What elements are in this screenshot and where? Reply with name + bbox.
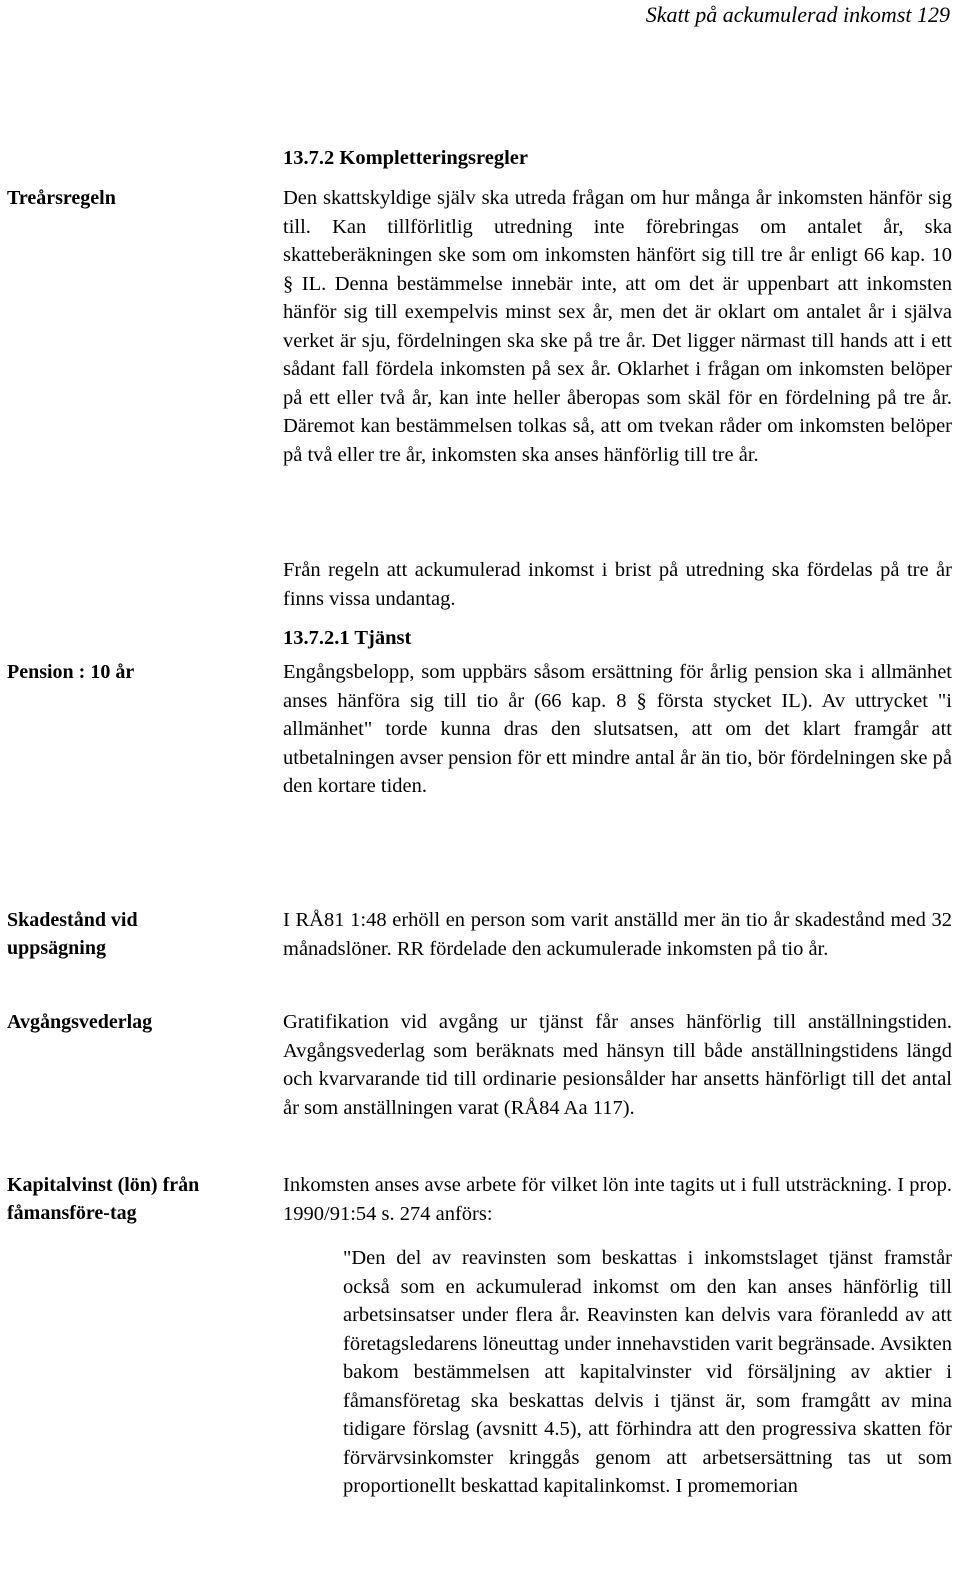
margin-note-kapitalvinst: Kapitalvinst (lön) från fåmansföre-tag	[7, 1174, 200, 1224]
running-header: Skatt på ackumulerad inkomst 129	[645, 2, 950, 27]
paragraph-undantag: Från regeln att ackumulerad inkomst i brist på utredning ska fördelas på tre år finns vissa undantag.	[283, 559, 952, 610]
margin-note-pension: Pension : 10 år	[7, 661, 135, 683]
margin-note-trearsregeln: Treårsregeln	[7, 187, 116, 209]
paragraph-kompletteringsregler: Den skattskyldige själv ska utreda frågan om hur många år inkomsten hänför sig till. Kan tillförlitlig utredning inte förebringas om antalet år, ska skatteberäkningen ske som om inkomsten hänfört sig till tre år enligt 66 kap. 10 § IL. Denna bestämmelse innebär inte, att om det är uppenbart att inkomsten hänför sig till exempelvis minst sex år, men det är oklart om antalet år i själva verket är sju, fördelningen ska ske på tre år. Det ligger närmast till hands att i ett sådant fall fördela inkomsten på sex år. Oklarhet i frågan om inkomsten belöper på ett eller två år, kan inte heller åberopas som skäl för en fördelning på tre år. Däremot kan bestämmelsen tolkas så, att om tvekan råder om inkomsten belöper på två eller tre år, inkomsten ska anses hänförlig till tre år.	[283, 187, 952, 466]
paragraph-kapitalvinst: Inkomsten anses avse arbete för vilket lön inte tagits ut i full utsträckning. I prop. 1990/91:54 s. 274 anförs:	[283, 1174, 952, 1225]
quote-proposition: "Den del av reavinsten som beskattas i inkomstslaget tjänst framstår också som en ackumulerad inkomst om den kan anses hänförlig till arbetsinsatser under flera år. Reavinsten kan delvis vara föranledd av att företagsledarens löneuttag under innehavstiden varit begränsade. Avsikten bakom bestämmelsen att kapitalvinster vid försäljning av aktier i fåmansföretag ska beskattas delvis i tjänst är, som framgått av mina tidigare förslag (avsnitt 4.5), att förhindra att den progressiva skatten för förvärvsinkomster kringgås genom att arbetsersättning tas ut som proportionellt beskattad kapitalinkomst. I promemorian	[343, 1247, 952, 1497]
subsection-heading: 13.7.2.1 Tjänst	[283, 627, 412, 649]
margin-note-skadestand: Skadestånd vid uppsägning	[7, 909, 138, 959]
paragraph-avgangsvederlag: Gratifikation vid avgång ur tjänst får anses hänförlig till anställningstiden. Avgångsvederlag som beräknats med hänsyn till både anställningstidens längd och kvarvarande tid till ordinarie pesionsålder har ansetts hänförligt till det antal år som anställningen varat (RÅ84 Aa 117).	[283, 1011, 952, 1119]
section-heading: 13.7.2 Kompletteringsregler	[283, 147, 528, 169]
margin-note-avgangsvederlag: Avgångsvederlag	[7, 1011, 153, 1033]
paragraph-pension: Engångsbelopp, som uppbärs såsom ersättning för årlig pension ska i allmänhet anses hänföra sig till tio år (66 kap. 8 § första stycket IL). Av uttrycket "i allmänhet" torde kunna dras den slutsatsen, att om det klart framgår att utbetalningen avser pension för ett mindre antal år än tio, bör fördelningen ske på den kortare tiden.	[283, 661, 952, 797]
paragraph-skadestand: I RÅ81 1:48 erhöll en person som varit anställd mer än tio år skadestånd med 32 månadslöner. RR fördelade den ackumulerade inkomsten på tio år.	[283, 909, 952, 960]
